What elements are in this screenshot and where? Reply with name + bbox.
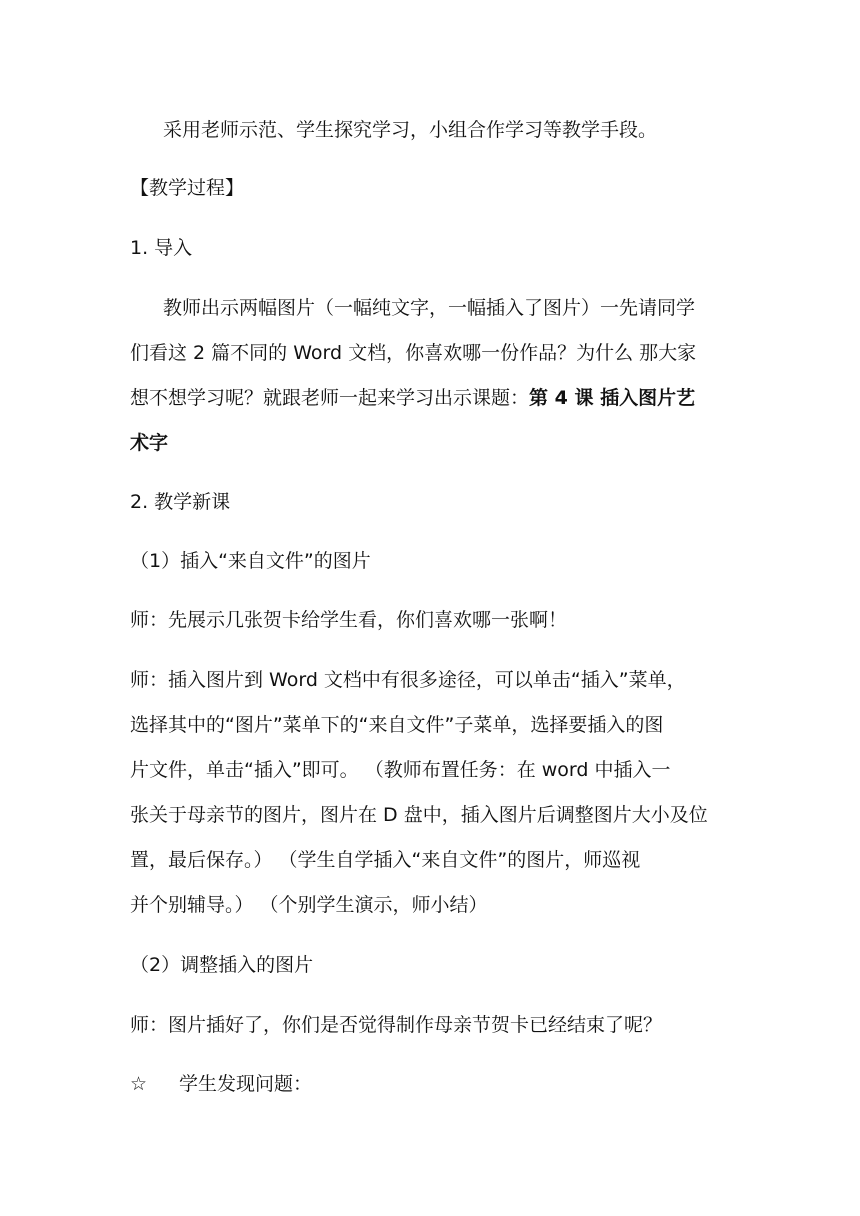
teacher-statement-2-line-4: 张关于母亲节的图片，图片在 D 盘中，插入图片后调整图片大小及位 — [130, 804, 708, 826]
lesson-title-part-2: 术字 — [130, 432, 169, 454]
subsection-2-heading: （2）调整插入的图片 — [130, 954, 314, 976]
intro-line-1: 教师出示两幅图片（一幅纯文字，一幅插入了图片）一先请同学 — [163, 297, 696, 319]
teacher-statement-1: 师：先展示几张贺卡给学生看，你们喜欢哪一张啊！ — [130, 609, 568, 631]
teacher-statement-2-line-3: 片文件，单击“插入”即可。 （教师布置任务：在 word 中插入一 — [130, 759, 671, 781]
teacher-statement-2-line-1: 师：插入图片到 Word 文档中有很多途径，可以单击“插入”菜单， — [130, 669, 686, 691]
subsection-1-heading: （1）插入“来自文件”的图片 — [130, 550, 371, 572]
heading-teaching-process: 【教学过程】 — [130, 177, 245, 199]
section-2-heading: 2. 教学新课 — [130, 491, 231, 513]
lesson-title-part-1: 第 4 课 插入图片艺 — [529, 387, 696, 409]
teacher-statement-3: 师：图片插好了，你们是否觉得制作母亲节贺卡已经结束了呢？ — [130, 1014, 663, 1036]
star-line — [130, 1072, 312, 1096]
section-1-heading: 1. 导入 — [130, 237, 193, 259]
intro-line-3-text: 想不想学习呢？就跟老师一起来学习出示课题： — [130, 387, 530, 409]
teacher-statement-2-line-6: 并个别辅导。） （个别学生演示，师小结） — [130, 894, 488, 916]
intro-line-3 — [130, 386, 695, 410]
star-icon: ☆ — [130, 1073, 148, 1095]
teacher-statement-2-line-5: 置，最后保存。） （学生自学插入“来自文件”的图片，师巡视 — [130, 849, 641, 871]
teacher-statement-2-line-2: 选择其中的“图片”菜单下的“来自文件”子菜单，选择要插入的图 — [130, 714, 664, 736]
method-paragraph: 采用老师示范、学生探究学习，小组合作学习等教学手段。 — [163, 119, 658, 141]
intro-line-2: 们看这 2 篇不同的 Word 文档，你喜欢哪一份作品？为什么 那大家 — [130, 342, 697, 364]
star-line-text: 学生发现问题： — [179, 1073, 313, 1095]
